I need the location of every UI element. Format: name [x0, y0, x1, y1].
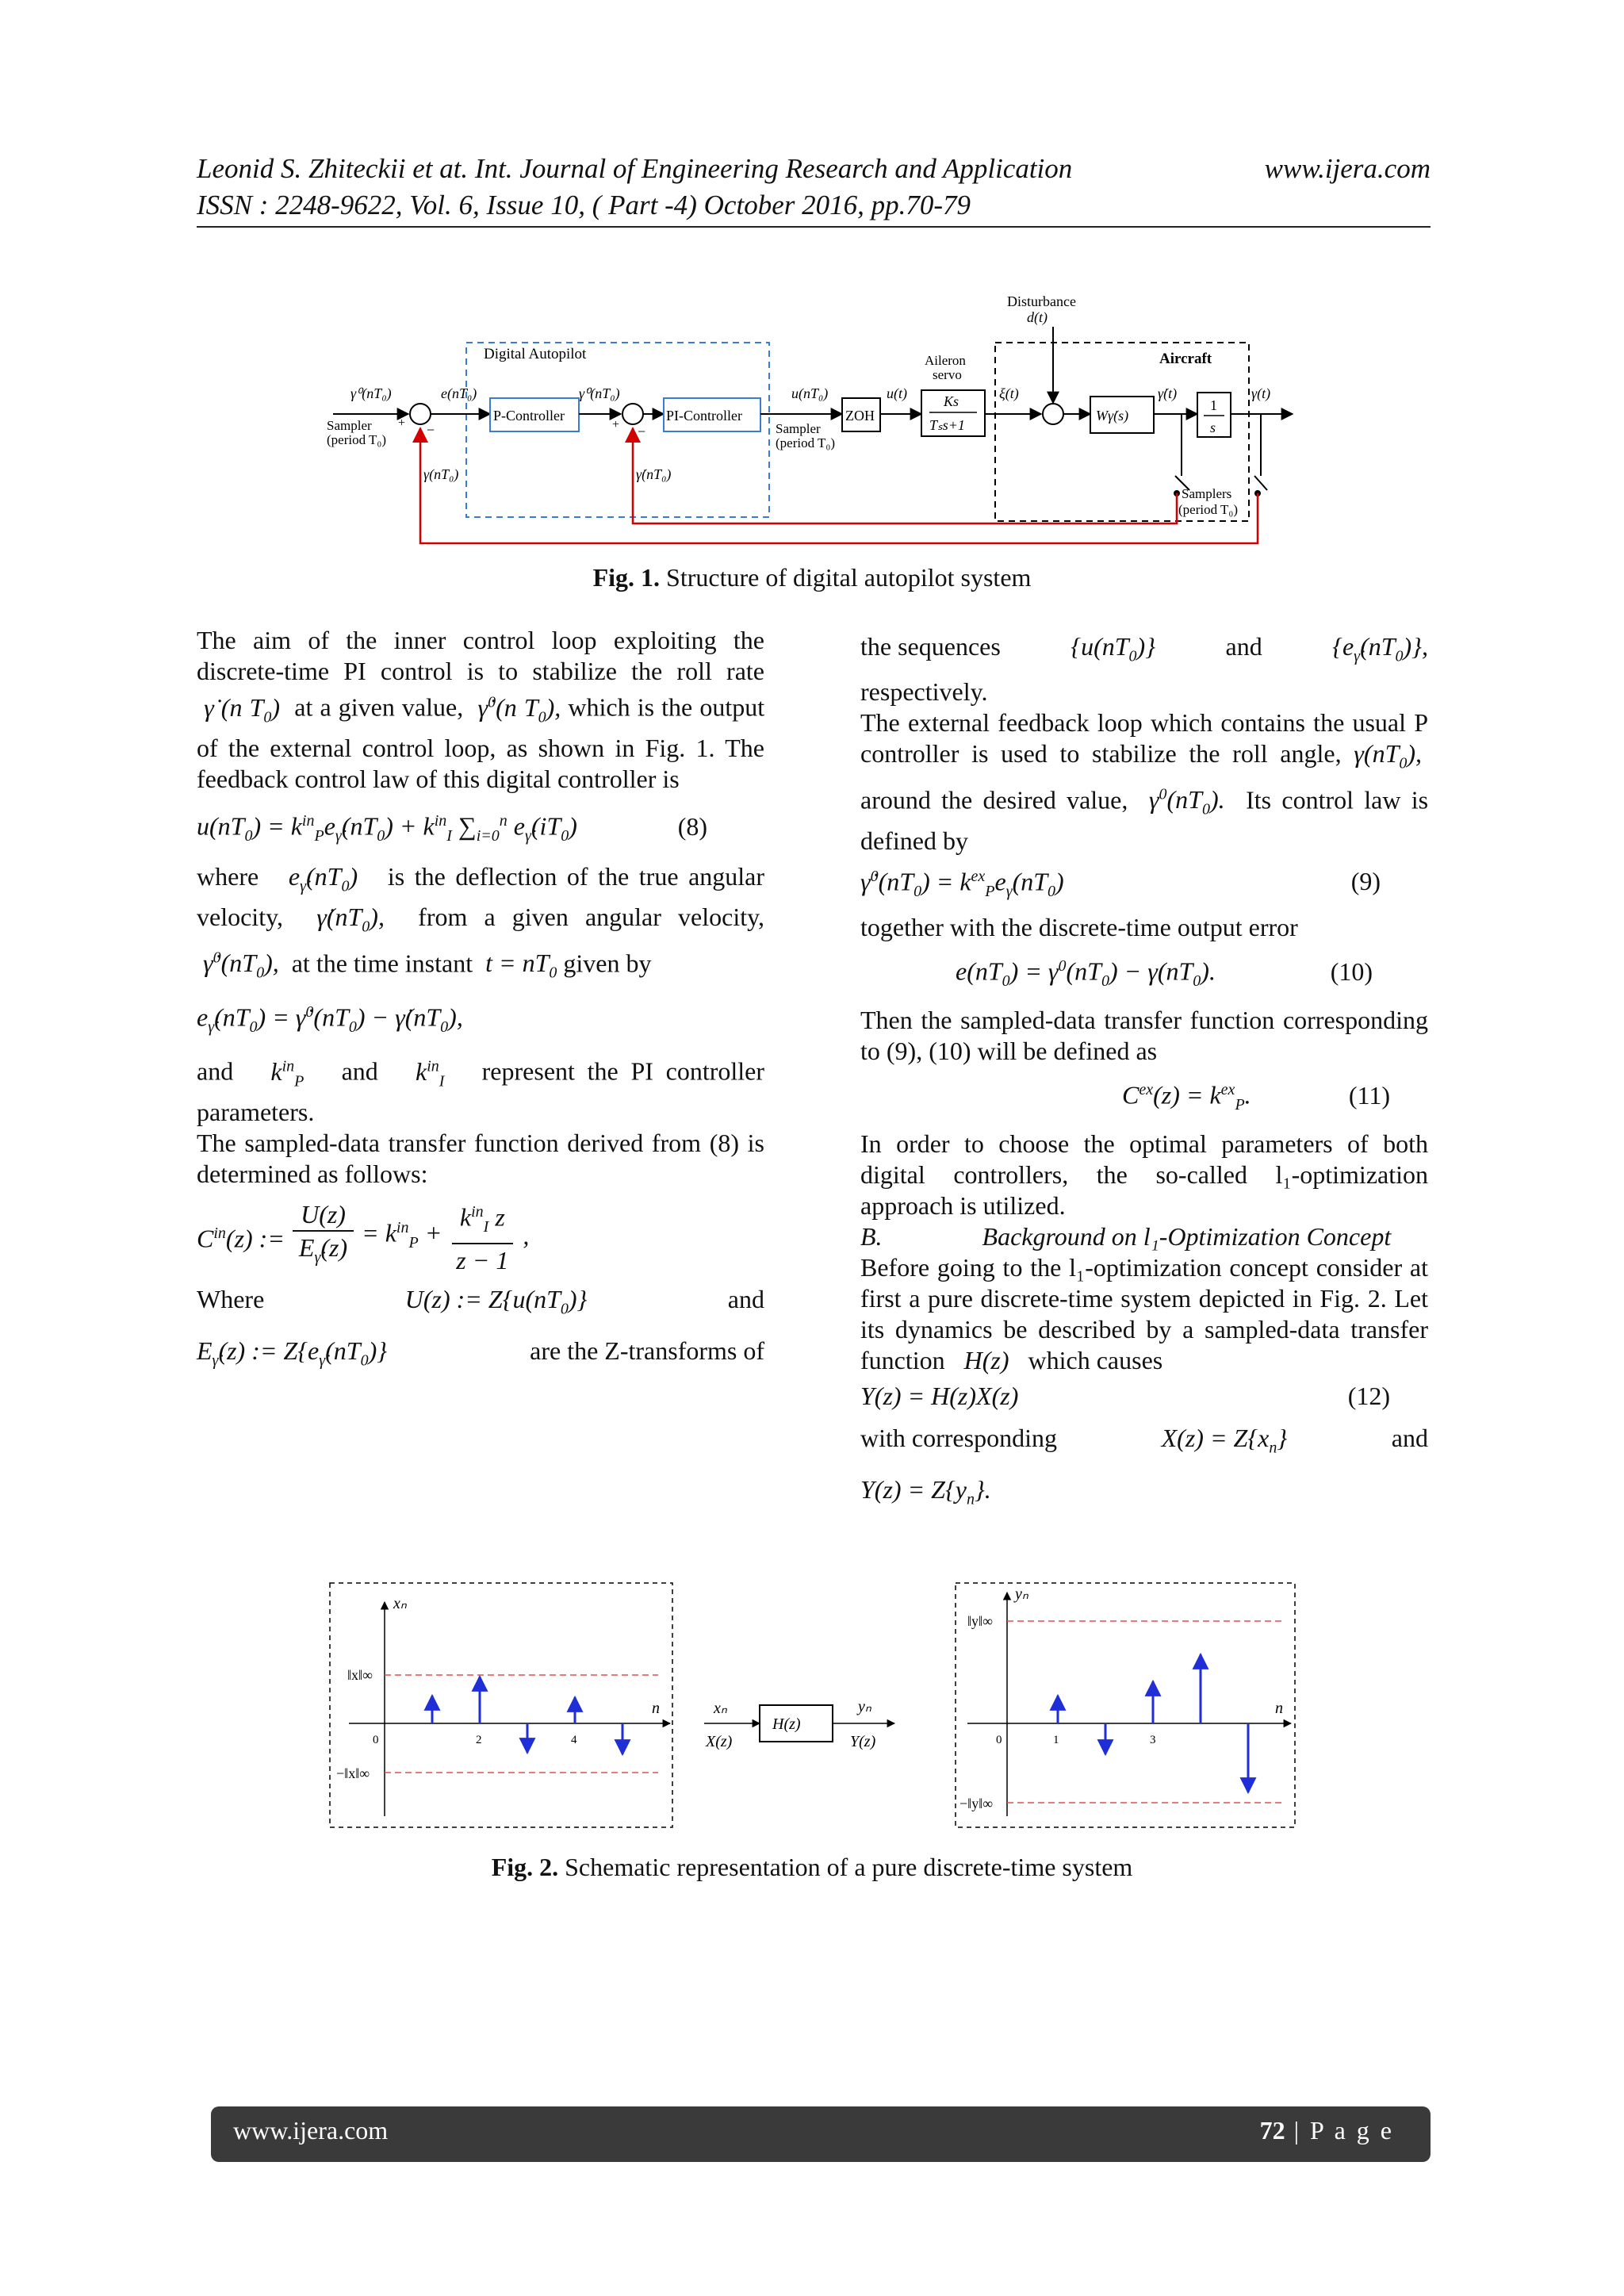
outer-feedback-line: [420, 428, 1258, 543]
aircraft-label: Aircraft: [1159, 351, 1212, 367]
svg-text:−: −: [427, 422, 435, 438]
eq12: Y(z) = H(z)X(z): [860, 1381, 1019, 1410]
eq-u-seq: $\{u(nT_0)\}$: [1071, 632, 1155, 665]
sampler1-period: (period T₀): [327, 432, 387, 447]
servo-tss1: Tₛs+1: [929, 417, 965, 433]
right-its: Its: [1246, 785, 1272, 815]
footer-url[interactable]: www.ijera.com: [233, 2116, 389, 2145]
x-tick-4: 4: [571, 1734, 577, 1746]
left-p1b: at a given value,: [294, 692, 464, 722]
p-controller-label: P-Controller: [493, 408, 565, 424]
right-and: and: [1225, 632, 1262, 661]
fig1-caption-label: Fig. 1.: [592, 563, 661, 592]
digital-autopilot-label: Digital Autopilot: [484, 346, 587, 362]
eq-Uz: U(z) := $Z\{u(nT_0)\}$: [404, 1285, 588, 1318]
x-panel: [330, 1583, 672, 1827]
eq-gamma0-nT: $\gamma^0(nT_0)$.: [1138, 785, 1235, 818]
eq-gammadot0-nT: $\gammȧ^0(nT_0)$,: [197, 949, 285, 982]
samplers-period: (period T₀): [1178, 502, 1239, 517]
section-letter: B.: [860, 1221, 883, 1251]
w-label: Wγ̇(s): [1096, 408, 1129, 424]
left-where: where: [197, 862, 259, 891]
right-together: together with the discrete-time output error: [860, 912, 1298, 941]
eq-Hz: H(z): [963, 1345, 1022, 1374]
x-tick-2: 2: [476, 1734, 482, 1746]
eq10-label: (10): [1330, 956, 1373, 986]
y-tick-3: 3: [1150, 1734, 1156, 1746]
eq-t-nT0: $t = nT_0$: [485, 949, 557, 982]
eq10: $e(nT_0) = \gamma^0(nT_0) - \gamma(nT_0)$.: [956, 956, 1216, 990]
running-header: [197, 151, 1431, 224]
sampler1-label: Sampler: [327, 418, 372, 433]
fig2-discrete-system: [325, 1578, 1300, 1832]
svg-text:−: −: [638, 424, 646, 439]
header-rule: [197, 226, 1431, 228]
left-and-b: and: [341, 1056, 378, 1086]
right-then: Then the sampled-data transfer function corresponding to (9), (10) will be defined as: [860, 1005, 1428, 1065]
fig2-caption-label: Fig. 2.: [491, 1853, 559, 1881]
fig2-caption-text: Schematic representation of a pure discrete-time system: [558, 1853, 1133, 1881]
eq-e-seq: $\{e_{\gammȧ}(nT_0)\}$,: [1332, 632, 1428, 665]
gammadot-t-label: γ̇(t): [1158, 385, 1178, 401]
sum-junction-3: [1043, 404, 1063, 424]
left-where3: from a given angular velocity,: [418, 903, 765, 932]
eq9-label: (9): [1350, 867, 1381, 896]
y-panel: [956, 1583, 1295, 1827]
left-p2: The sampled-data transfer function derived from (8) is determined as follows:: [197, 1128, 764, 1188]
servo-ks: Ks: [944, 393, 959, 409]
eq-e-gammadot: $e_{\gammȧ}(nT_0)$: [288, 862, 378, 895]
disturbance-d: d(t): [1027, 309, 1048, 325]
left-where2: is the deflection of the true angular velocity,: [197, 862, 765, 932]
eq11-label: (11): [1348, 1080, 1390, 1110]
eq-gammadot-nt0: γ̇ (n $T_0$): [197, 692, 288, 726]
footer-page-number: 72: [1259, 2116, 1285, 2145]
eq-gammadot-nT: $\gammȧ(nT_0)$,: [300, 903, 402, 936]
right-respectively: respectively.: [860, 677, 988, 707]
eq8-label: (8): [677, 811, 707, 841]
eq-gammadot0-nt0: γ̇$^0$(n $T_0$),: [470, 692, 561, 726]
u-t-label: u(t): [887, 385, 907, 401]
header-url: www.ijera.com: [1264, 153, 1431, 184]
x-n-label: n: [652, 1700, 660, 1717]
y-n-label: n: [1275, 1700, 1283, 1717]
eq-e-def: $e_{\gammȧ}(nT_0)$ = $\gammȧ^0(nT_0)$ − $\gammȧ(nT_0)$,: [197, 1002, 463, 1036]
fig2-caption: [0, 1851, 1624, 1883]
y-axis-label: yₙ: [1015, 1585, 1028, 1603]
u-n-label: u(nT₀): [791, 385, 829, 401]
right-p1: The external feedback loop which contains the usual P controller is used to stabilize the roll angle,: [860, 708, 1428, 769]
inner-feedback-line: [633, 428, 1177, 523]
eq12-label: (12): [1347, 1381, 1390, 1410]
left-where-cap: Where: [197, 1285, 265, 1314]
eq10-row: [860, 951, 1428, 997]
section-title: Background on l₁-Optimization Concept: [982, 1221, 1392, 1251]
right-with: with corresponding: [860, 1423, 1057, 1452]
disturbance-label: Disturbance: [1007, 293, 1076, 309]
y-inf-pos: ‖y‖∞: [967, 1613, 993, 1629]
xi-label: ξ(t): [999, 385, 1019, 401]
fig1-caption: [0, 562, 1624, 593]
left-are-the: are the Z-transforms of: [530, 1336, 764, 1366]
eq8-row: [197, 806, 764, 853]
right-the-seq: the sequences: [860, 632, 1001, 661]
left-where4: at the time instant: [291, 949, 473, 978]
fig1-block-diagram: [317, 286, 1316, 555]
gamma0-input-label: γ⁰(nT₀): [350, 385, 392, 401]
eq-ki-in: $k^{in}_I$: [416, 1056, 445, 1090]
integrator-num: 1: [1210, 397, 1217, 413]
gamma-t-label: γ(t): [1251, 385, 1271, 401]
left-p1: The aim of the inner control loop exploiting the discrete-time PI control is to stabilize the roll rate: [197, 626, 764, 685]
eq8: $u(nT_0) = k^{in}_Pe_{\gammȧ}(nT_0) + k^{in}_I$ $\sum_{i=0}^n$ $e_{\gammȧ}(iT_0)$: [197, 811, 577, 845]
gammadot0-label: γ̇⁰(nT₀): [579, 385, 620, 401]
eq-Xz: $X(z) = Z\{x_n\}$: [1161, 1423, 1288, 1457]
y-tick-0: 0: [996, 1734, 1002, 1746]
aileron-label: Aileron: [925, 353, 966, 368]
footer-page-word: | P a g e: [1285, 2116, 1394, 2145]
y-inf-neg: −‖y‖∞: [959, 1796, 994, 1811]
eq11-row: [860, 1075, 1428, 1121]
section-heading: [860, 1221, 1428, 1252]
right-around: around the desired value,: [860, 785, 1128, 815]
x-tick-0: 0: [373, 1734, 379, 1746]
eq12-row: [860, 1381, 1428, 1412]
x-inf-pos: ‖x‖∞: [347, 1667, 373, 1683]
svg-text:+: +: [612, 418, 620, 431]
sampler2-label: Sampler: [776, 421, 821, 436]
eq9: $\gammȧ^0(nT_0) = k^{ex}_Pe_\gamma(nT_0)$: [860, 867, 1064, 900]
right-p2: In order to choose the optimal parameters of both digital controllers, the so-called l₁-optimization approach is utilized.: [860, 1129, 1428, 1220]
header-citation: Leonid S. Zhiteckii et at. Int. Journal of Engineering Research and Application: [197, 153, 1073, 184]
eq-Yz: $Y(z) = Z\{y_n\}$.: [860, 1475, 991, 1508]
samplers-label: Samplers: [1182, 486, 1232, 501]
y-tick-1: 1: [1053, 1734, 1059, 1746]
right-and2: and: [1391, 1423, 1428, 1452]
left-given-by: given by: [563, 949, 652, 978]
mid-xz: X(z): [706, 1733, 733, 1750]
right-p3: Before going to the l₁-optimization concept consider at first a pure discrete-time system depicted in Fig. 2. Let its dynamics be described by a sampled-data transfer function: [860, 1252, 1428, 1374]
integrator-den: s: [1210, 420, 1216, 435]
header-issn: ISSN : 2248-9622, Vol. 6, Issue 10, ( Part -4) October 2016, pp.70-79: [197, 190, 971, 220]
svg-text:+: +: [398, 416, 406, 430]
right-column: [860, 631, 1428, 1516]
sampler2-period: (period T₀): [776, 435, 836, 450]
e-label: e(nT₀): [441, 385, 477, 401]
sum-junction-2: [622, 404, 643, 424]
fig1-caption-text: Structure of digital autopilot system: [660, 563, 1032, 592]
hz-label: H(z): [772, 1715, 801, 1733]
left-p1c: which is the output of the external control loop, as shown in Fig. 1. The feedback control law of this digital controller is: [197, 692, 765, 794]
gamma-nT-label: γ(nT₀): [423, 466, 459, 482]
eq-kp-in: $k^{in}_P$: [270, 1056, 304, 1090]
footer-page: [1260, 2116, 1394, 2145]
left-represent: represent the PI controller parameters.: [197, 1056, 765, 1126]
left-column: [197, 625, 764, 1377]
pi-controller-label: PI-Controller: [666, 408, 742, 424]
eq-gamma-nT: $\gamma(nT_0)$,: [1354, 739, 1429, 772]
mid-yn: yₙ: [858, 1698, 871, 1715]
right-which: which causes: [1028, 1345, 1163, 1374]
servo-label: servo: [933, 367, 962, 382]
right-control-law: control law is defined by: [860, 785, 1429, 855]
eq-cin: $C^{in}(z)$ := $\frac{U(z)}{E_{\gammȧ}(z)}$ = $k^{in}_P$ + $\frac{k^{in}_I z}{z - 1}$ ,: [197, 1196, 764, 1276]
x-inf-neg: −‖x‖∞: [336, 1765, 370, 1781]
zoh-label: ZOH: [845, 408, 875, 424]
x-axis-label: xₙ: [393, 1595, 407, 1612]
eq9-row: [860, 861, 1428, 907]
page-footer: [211, 2106, 1431, 2162]
eq-Ez: $E_{\gammȧ}(z)$ := $Z\{e_{\gammȧ}(nT_0)\}$: [197, 1336, 388, 1370]
mid-xn: xₙ: [714, 1700, 727, 1717]
eq11: $C^{ex}(z) = k^{ex}_P$.: [1122, 1080, 1251, 1114]
left-and: and: [197, 1056, 234, 1086]
left-and2: and: [727, 1285, 764, 1314]
gammadot-nT-label: γ̇(nT₀): [636, 466, 672, 482]
mid-yz: Y(z): [850, 1733, 876, 1750]
